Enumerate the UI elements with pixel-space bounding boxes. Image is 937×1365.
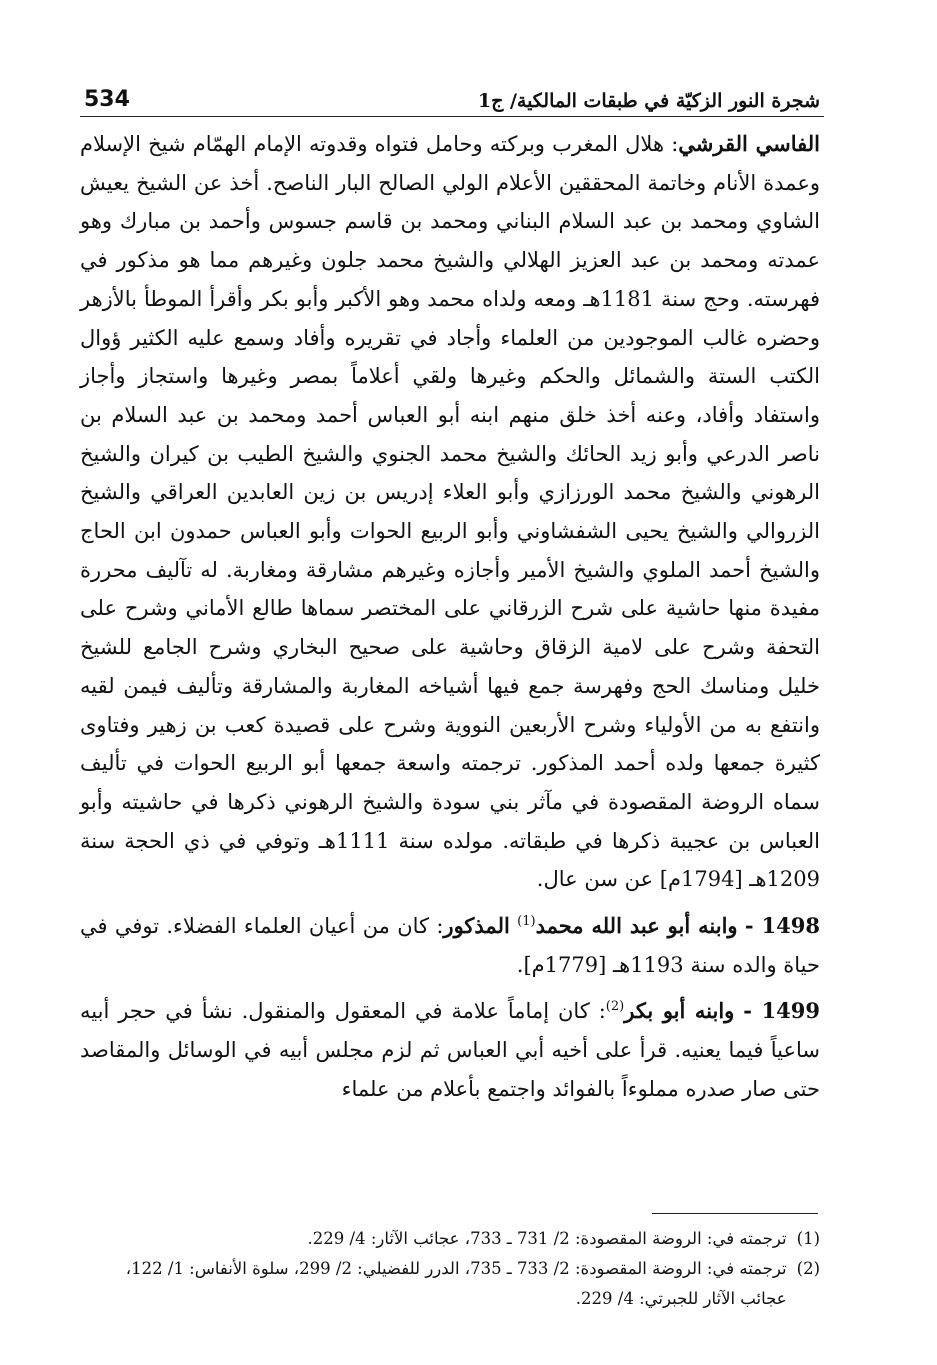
footnote-ref: (1) [517,914,536,930]
footnotes [80,1224,820,1314]
header-divider [80,116,824,117]
footnote-text: ترجمته في: الروضة المقصودة: 2/ 731 ـ 733، عجائب الآثار: 4/ 229. [307,1229,787,1248]
footnote [80,1254,820,1314]
entry-epithet: المذكور [443,913,510,939]
page-header [84,78,820,112]
entry-text: : كان إماماً علامة في المعقول والمنقول. نشأ في حجر أبيه ساعياً فيما يعنيه. قرأ على أخيه أبي العباس ثم لزم مجلس أبيه في الوسائل والمقاصد حتى صار صدره مملوءاً بالفوائد واجتمع بأعلام من علماء [80,999,820,1101]
entry-name: وابنه أبو عبد الله محمد [535,913,738,939]
entry-number: 1498 - [744,913,820,939]
entry-1499 [80,992,820,1108]
main-text [80,125,820,1109]
footnote-number: (2) [796,1259,820,1278]
running-title: شجرة النور الزكيّة في طبقات المالكية/ ج1 [477,90,820,112]
footnote-ref: (2) [605,999,625,1015]
entry-number: 1499 - [743,998,820,1024]
page-number: 534 [84,87,130,112]
footnote-divider [652,1213,818,1214]
footnote [80,1224,820,1254]
entry-name: وابنه أبو بكر [624,998,735,1024]
footnote-text: ترجمته في: الروضة المقصودة: 2/ 733 ـ 735، الدرر للفضيلي: 2/ 299، سلوة الأنفاس: 1/ 122، عجائب الآثار للجبرتي: 4/ 229. [125,1259,787,1308]
entry-1498 [80,907,820,984]
biography-paragraph [80,125,820,899]
subject-name: الفاسي القرشي [678,131,820,156]
entry-text: : كان من أعيان العلماء الفضلاء. توفي في حياة والده سنة 1193هـ [1779م]. [80,914,820,977]
biography-text: : هلال المغرب وبركته وحامل فتواه وقدوته الإمام الهمّام شيخ الإسلام وعمدة الأنام وخاتمة المحققين الأعلام الولي الصالح البار الناصح. أخذ عن الشيخ يعيش الشاوي ومحمد بن عبد السلام البناني ومحمد بن قاسم جسوس وأحمد بن مبارك وهو عمدته ومحمد بن عبد العزيز الهلالي والشيخ محمد جلون وغيرهم مما هو مذكور في فهرسته. وحج سنة 1181هـ ومعه ولداه محمد وهو الأكبر وأبو بكر وأقرأ الموطأ بالأزهر وحضره غالب الموجودين من العلماء وأجاد في تقريره وأفاد وسمع عليه الكثير ؤوال الكتب الستة والشمائل والحكم وغيرها ولقي أعلاماً بمصر وغيرها واستجاز وأجاز واستفاد وأفاد، وعنه أخذ خلق منهم ابنه أبو العباس أحمد ومحمد بن عبد السلام بن ناصر الدرعي وأبو زيد الحائك والشيخ محمد الجنوي والشيخ الطيب بن كيران والشيخ الرهوني والشيخ محمد الورزازي وأبو العلاء إدريس بن زين العابدين العراقي والشيخ الزروالي والشيخ يحيى الشفشاوني وأبو الربيع الحوات وأبو العباس حمدون ابن الحاج والشيخ أحمد الملوي والشيخ الأمير وأجازه وغيرهم مشارقة ومغاربة. له تآليف محررة مفيدة منها حاشية على شرح الزرقاني على المختصر سماها طالع الأماني وشرح على التحفة وشرح على لامية الزقاق وحاشية على صحيح البخاري وشرح الجامع للشيخ خليل ومناسك الحج وفهرسة جمع فيها أشياخه المغاربة والمشارقة وتأليف فيمن لقيه وانتفع به من الأولياء وشرح الأربعين النووية وشرح على قصيدة كعب بن زهير وفتاوى كثيرة جمعها ولده أحمد المذكور. ترجمته واسعة جمعها أبو الربيع الحوات في تأليف سماه الروضة المقصودة في مآثر بني سودة والشيخ الرهوني ذكرها في حاشيته وأبو العباس بن عجيبة ذكرها في طبقاته. مولده سنة 1111هـ وتوفي في ذي الحجة سنة 1209هـ [1794م] عن سن عال. [80,132,821,892]
footnote-number: (1) [796,1229,820,1248]
